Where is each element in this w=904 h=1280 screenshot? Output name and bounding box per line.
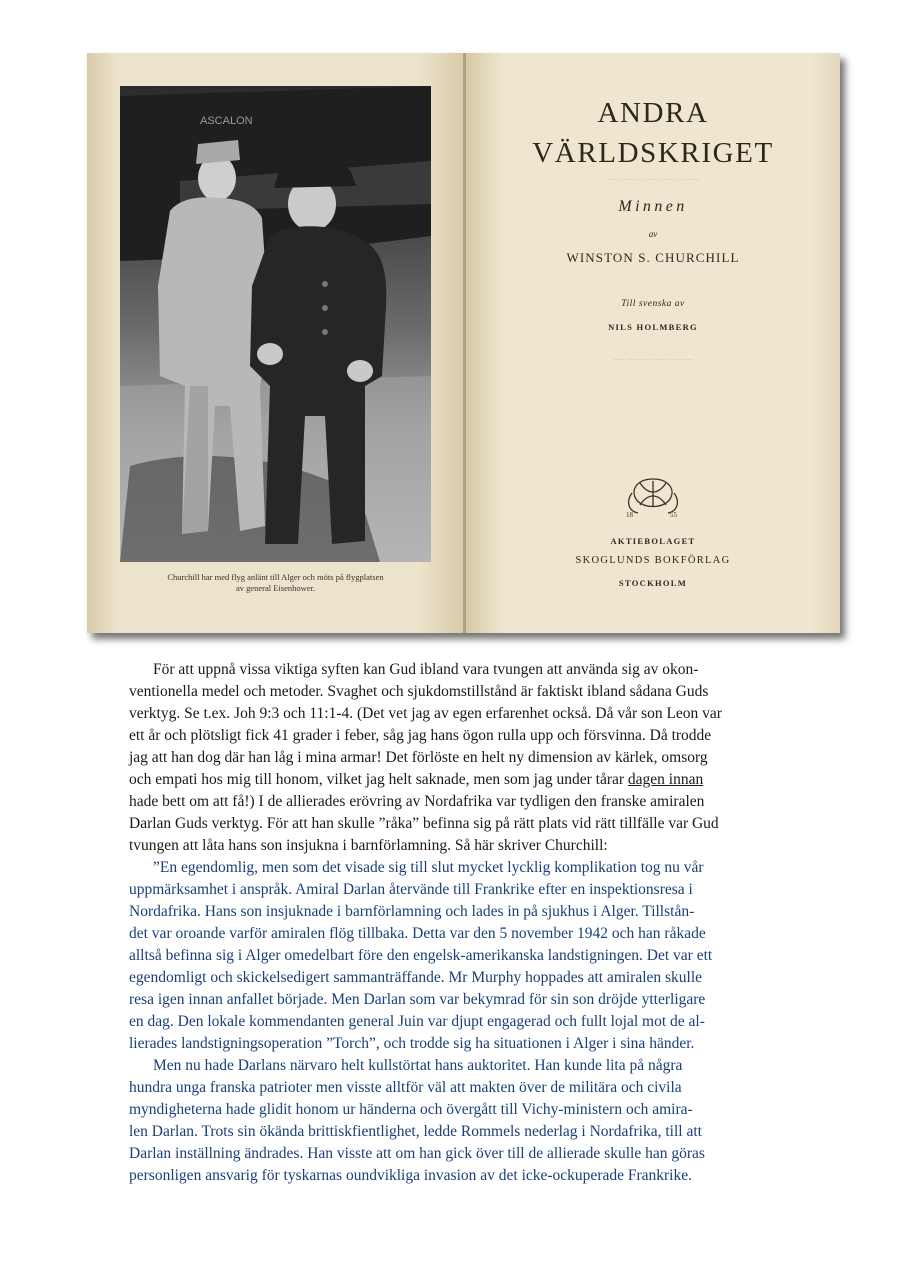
book-title-line-2: VÄRLDSKRIGET [532, 137, 774, 169]
quote-line: Nordafrika. Hans son insjuknade i barnförlamning och lades in på sjukhus i Alger. Tillstån- [129, 903, 695, 920]
publisher-line-1: AKTIEBOLAGET [610, 536, 696, 546]
body-line: jag att han dog där han låg i mina armar! Det förlöste en helt ny dimension av kärlek, omsorg [129, 749, 708, 766]
book-title-line-1: ANDRA [597, 97, 709, 129]
quote-line: egendomligt och skickelsedigert sammanträffande. Mr Murphy hoppades att amiralen skulle [129, 969, 703, 986]
quote-line: myndigheterna hade glidit honom ur händerna och övergått till Vichy-ministern och amira- [129, 1101, 693, 1118]
quote-line: Men nu hade Darlans närvaro helt kullstörtat hans auktoritet. Han kunde lita på några [153, 1057, 683, 1074]
body-line: För att uppnå vissa viktiga syften kan Gud ibland vara tvungen att använda sig av okon- [153, 661, 699, 678]
book-subtitle: Minnen [618, 198, 688, 215]
underlined-text: dagen innan [627, 771, 704, 788]
churchill-eisenhower-photo [120, 86, 431, 562]
quote-line: len Darlan. Trots sin ökända brittiskfientlighet, ledde Rommels nederlag i Nordafrika, till att [129, 1123, 702, 1140]
publisher-city: STOCKHOLM [618, 578, 688, 588]
photo-caption-line-2: av general Eisenhower. [235, 583, 316, 593]
quote-line: lierades landstigningsoperation ”Torch”, och trodde sig ha situationen i Alger i sina händer. [129, 1035, 695, 1052]
quote-line: Darlan inställning ändrades. Han visste att om han gick över till de allierade skulle han göras [129, 1145, 705, 1162]
translator-name: NILS HOLMBERG [608, 322, 698, 332]
logo-year-left: 18 [626, 511, 633, 519]
body-line: ventionella medel och metoder. Svaghet och sjukdomstillstånd är faktiskt ibland sådana Guds [129, 683, 709, 700]
quote-line: ”En egendomlig, men som det visade sig till slut mycket lycklig komplikation tog nu vår [153, 859, 704, 876]
logo-year-right: 55 [670, 511, 677, 519]
body-text: och empati hos mig till honom, vilket jag helt saknade, men som jag under tårar [129, 771, 628, 788]
body-line: verktyg. Se t.ex. Joh 9:3 och 11:1-4. (Det vet jag av egen erfarenhet också. Då vår son Leon var [129, 705, 722, 722]
quote-line: uppmärksamhet i anspråk. Amiral Darlan återvände till Frankrike efter en inspektionsresa i [129, 881, 693, 898]
quote-line: personligen ansvarig för tyskarnas oundvikliga invasion av det icke-ockuperade Frankrike. [129, 1167, 692, 1184]
body-line [129, 769, 703, 791]
body-line: hade bett om att få!) I de allierades erövring av Nordafrika var tydligen den franske amiralen [129, 793, 705, 810]
publisher-monogram-icon [618, 473, 688, 533]
bleed-through: — — — — — — — [606, 173, 700, 185]
book-title-page [466, 53, 840, 633]
body-line: tvungen att låta hans son insjukna i barnförlamning. Så här skriver Churchill: [129, 837, 608, 854]
body-line: ett år och plötsligt fick 41 grader i feber, såg jag hans ögon rulla upp och försvinna. Då trodde [129, 727, 712, 744]
bleed-through: — — — — — — [613, 353, 693, 365]
quote-line: alltså befinna sig i Alger omedelbart före den engelsk-amerikanska landstigningen. Det var ett [129, 947, 713, 964]
quote-line: hundra unga franska patrioter men visste alltför väl att makten över de militära och civila [129, 1079, 682, 1096]
book-author: WINSTON S. CHURCHILL [566, 250, 740, 265]
book-left-page [87, 53, 464, 633]
body-line: Darlan Guds verktyg. För att han skulle ”råka” befinna sig på rätt plats vid rätt tillfälle var Gud [129, 815, 719, 832]
quote-line: resa igen innan anfallet började. Men Darlan som var bekymrad för sin son dröjde ytterligare [129, 991, 706, 1008]
photo-caption-line-1: Churchill har med flyg anlänt till Alger och möts på flygplatsen [167, 572, 384, 582]
book-spread-image [87, 53, 840, 633]
quote-line: det var oroande varför amiralen flög tillbaka. Detta var den 5 november 1942 och han råkade [129, 925, 706, 942]
publisher-line-2: SKOGLUNDS BOKFÖRLAG [575, 555, 731, 566]
quote-line: en dag. Den lokale kommendanten general Juin var djupt engagerad och fullt lojal mot de al- [129, 1013, 705, 1030]
aircraft-name: ASCALON [200, 115, 253, 127]
book-by: av [648, 229, 658, 239]
translation-note: Till svenska av [621, 299, 685, 309]
